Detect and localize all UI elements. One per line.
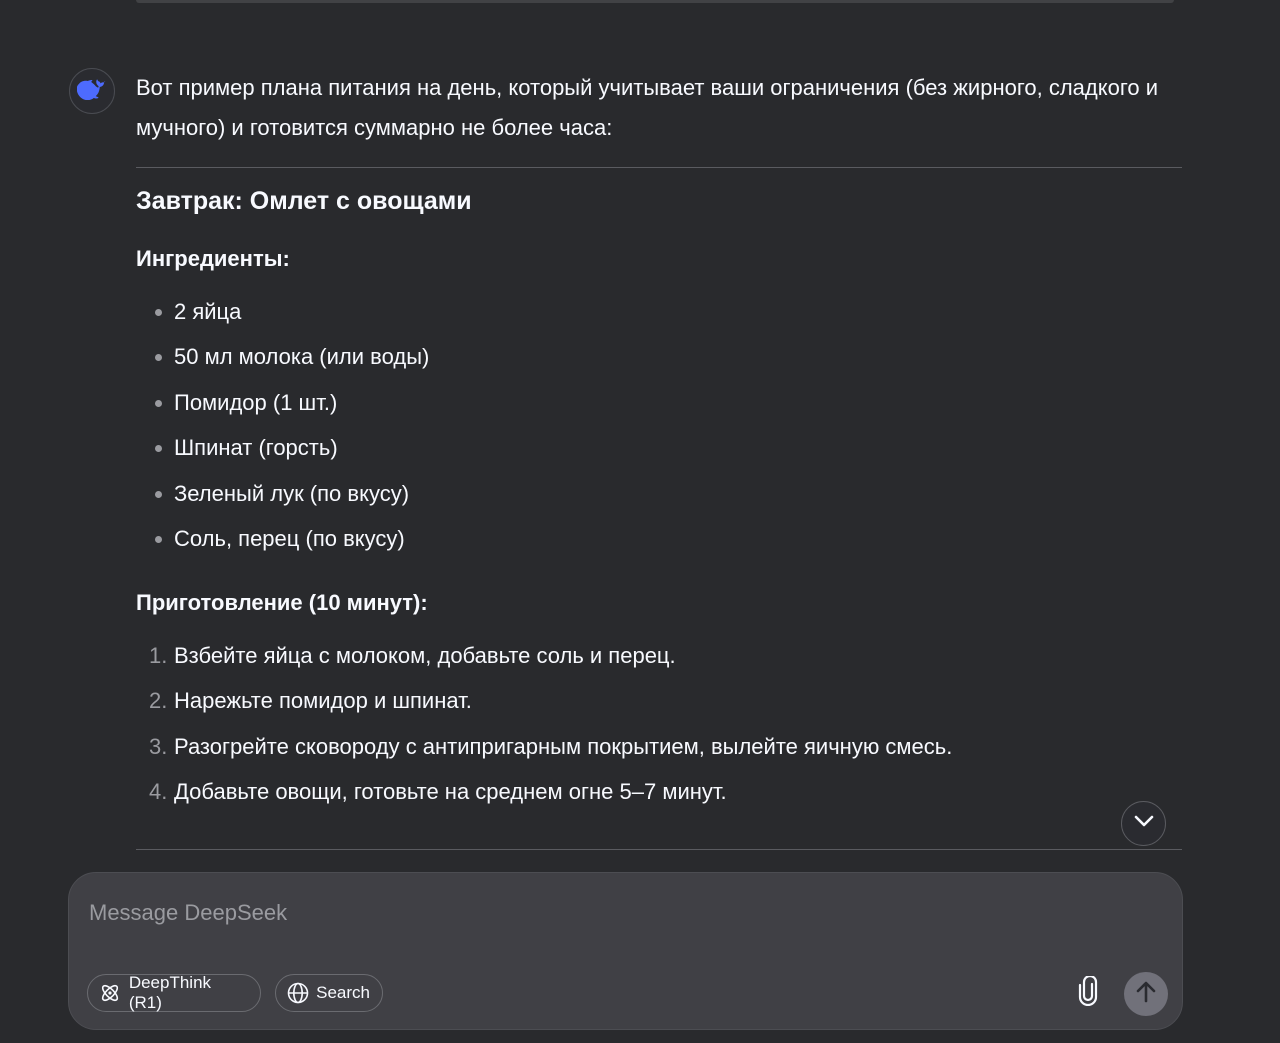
bullet: [155, 491, 162, 498]
scroll-to-bottom-button[interactable]: [1121, 801, 1166, 846]
bullet: [155, 400, 162, 407]
intro-paragraph: Вот пример плана питания на день, который учитывает ваши ограничения (без жирного, сладкого и мучного) и готовится суммарно не более часа:: [136, 75, 1159, 140]
search-toggle[interactable]: [275, 974, 383, 1012]
list-item: 50 мл молока (или воды): [136, 339, 429, 384]
bullet: [155, 536, 162, 543]
bullet: [155, 354, 162, 361]
list-item: 3. Разогрейте сковороду с антипригарным покрытием, вылейте яичную смесь.: [149, 733, 953, 759]
previous-message-edge: [136, 0, 1174, 3]
ingredients-list: [136, 294, 429, 566]
steps-list: [136, 638, 952, 820]
search-label: Search: [316, 983, 370, 1002]
deepthink-toggle[interactable]: [87, 974, 261, 1012]
divider: [136, 849, 1182, 850]
assistant-message: [136, 68, 1182, 805]
bullet: [155, 445, 162, 452]
preparation-heading: Приготовление (10 минут):: [136, 590, 428, 615]
send-button[interactable]: [1124, 972, 1168, 1016]
attach-file-button[interactable]: [1072, 977, 1104, 1009]
whale-logo-icon: [77, 78, 107, 105]
breakfast-heading: Завтрак: Омлет с овощами: [136, 187, 472, 215]
paperclip-icon: [1076, 976, 1100, 1011]
list-item: 1. Взбейте яйца с молоком, добавьте соль и перец.: [149, 643, 676, 668]
list-item: 2. Нарежьте помидор и шпинат.: [149, 688, 472, 714]
bullet: [155, 309, 162, 316]
list-item: 2 яйца: [136, 294, 429, 339]
list-item: Зеленый лук (по вкусу): [136, 476, 429, 521]
message-input[interactable]: [89, 893, 1149, 933]
globe-icon: [286, 981, 309, 1005]
divider: [136, 167, 1182, 168]
message-composer: [68, 872, 1183, 1030]
list-item: Соль, перец (по вкусу): [136, 521, 429, 566]
list-item: 4. Добавьте овощи, готовьте на среднем огне 5–7 минут.: [149, 779, 727, 805]
arrow-up-icon: [1135, 980, 1157, 1009]
list-item: Шпинат (горсть): [136, 430, 429, 475]
assistant-avatar: [69, 68, 115, 114]
ingredients-heading: Ингредиенты:: [136, 246, 290, 271]
deepthink-label: DeepThink (R1): [128, 973, 212, 1012]
chevron-down-icon: [1133, 814, 1155, 833]
atom-icon: [98, 981, 122, 1005]
list-item: Помидор (1 шт.): [136, 385, 429, 430]
